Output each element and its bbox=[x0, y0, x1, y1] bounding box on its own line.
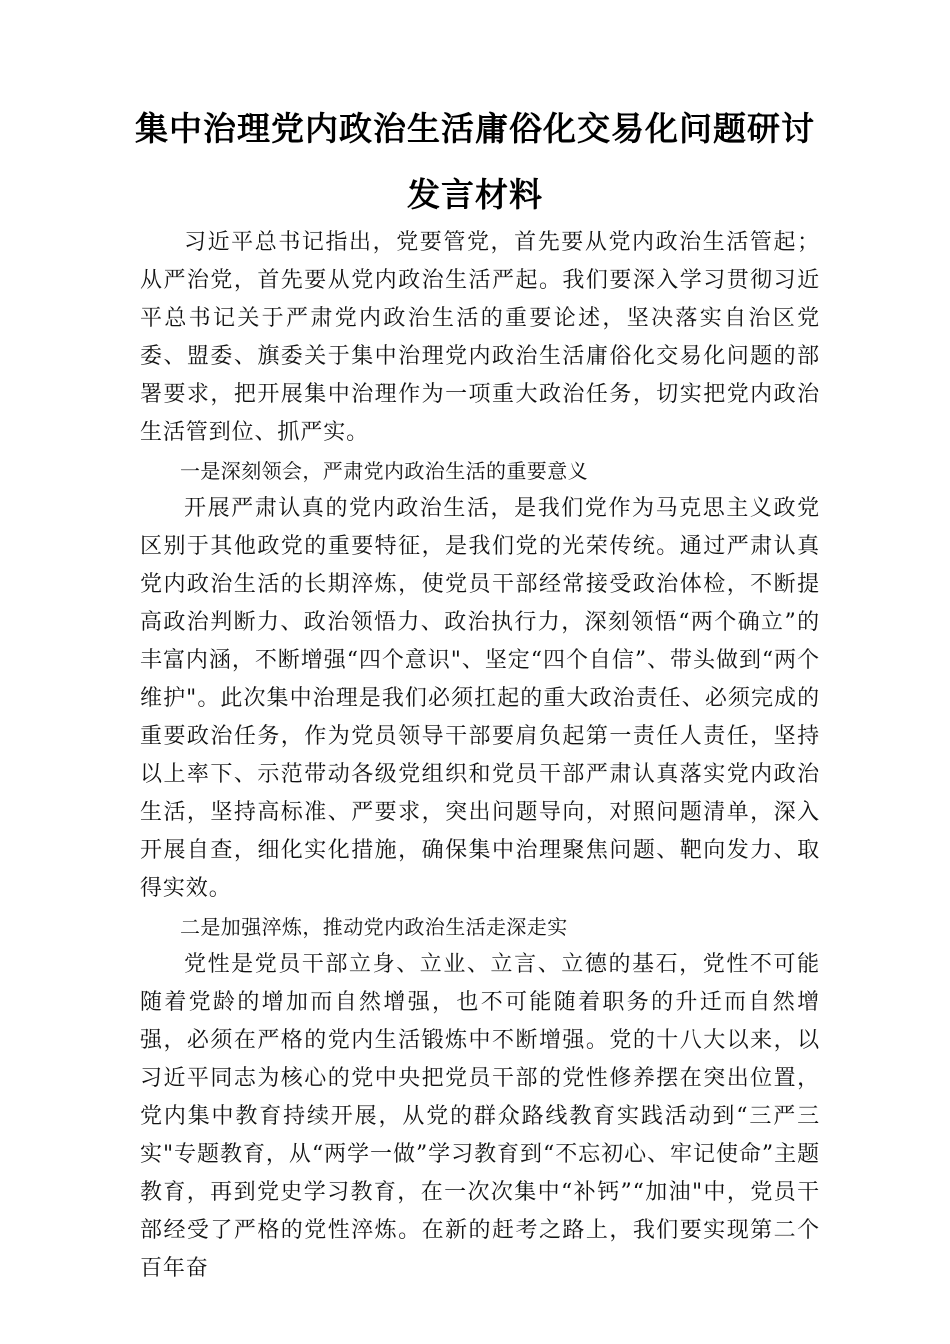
document-body bbox=[140, 224, 820, 1288]
section-heading-1: 一是深刻领会，严肃党内政治生活的重要意义 bbox=[180, 459, 588, 483]
section-heading-2: 二是加强淬炼，推动党内政治生活走深走实 bbox=[180, 915, 568, 939]
paragraph-section-1: 开展严肃认真的党内政治生活，是我们党作为马克思主义政党区别于其他政党的重要特征，是我们党的光荣传统。通过严肃认真党内政治生活的长期淬炼，使党员干部经常接受政治体检，不断提高政治判断力、政治领悟力、政治执行力，深刻领悟“两个确立”的丰富内涵，不断增强“四个意识"、坚定“四个自信”、带头做到“两个维护"。此次集中治理是我们必须扛起的重大政治责任、必须完成的重要政治任务，作为党员领导干部要肩负起第一责任人责任，坚持以上率下、示范带动各级党组织和党员干部严肃认真落实党内政治生活，坚持高标准、严要求，突出问题导向，对照问题清单，深入开展自查，细化实化措施，确保集中治理聚焦问题、靶向发力、取得实效。 bbox=[140, 496, 820, 901]
paragraph-intro: 习近平总书记指出，党要管党，首先要从党内政治生活管起；从严治党，首先要从党内政治生活严起。我们要深入学习贯彻习近平总书记关于严肃党内政治生活的重要论述，坚决落实自治区党委、盟委、旗委关于集中治理党内政治生活庸俗化交易化问题的部署要求，把开展集中治理作为一项重大政治任务，切实把党内政治生活管到位、抓严实。 bbox=[140, 230, 820, 445]
document-title: 集中治理党内政治生活庸俗化交易化问题研讨发言材料 bbox=[135, 109, 815, 214]
paragraph-section-2: 党性是党员干部立身、立业、立言、立德的基石，党性不可能随着党龄的增加而自然增强，也不可能随着职务的升迁而自然增强，必须在严格的党内生活锻炼中不断增强。党的十八大以来，以习近平同志为核心的党中央把党员干部的党性修养摆在突出位置，党内集中教育持续开展，从党的群众路线教育实践活动到“三严三实"专题教育，从“两学一做”学习教育到“不忘初心、牢记使命”主题教育，再到党史学习教育，在一次次集中“补钙”“加油"中，党员干部经受了严格的党性淬炼。在新的赶考之路上，我们要实现第二个百年奋 bbox=[140, 952, 820, 1281]
